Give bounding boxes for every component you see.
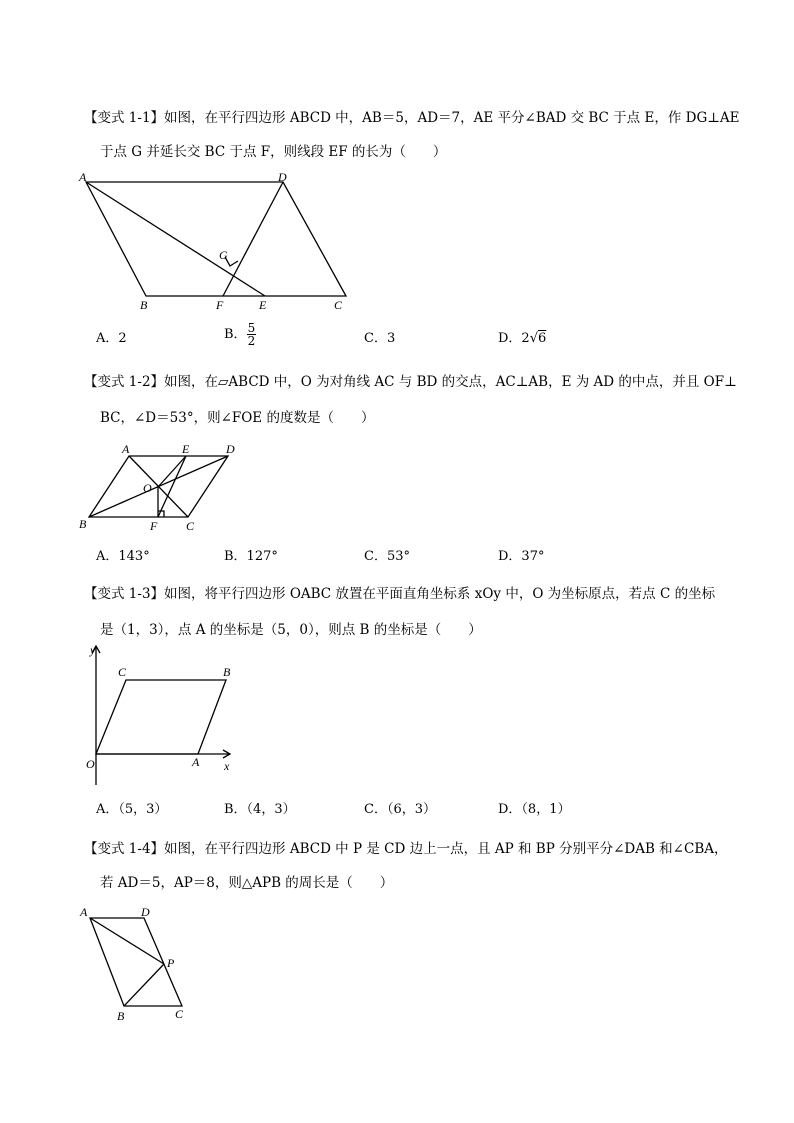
q1-option-d-prefix: D．2 [498,331,530,346]
q3-label-y: y [90,643,96,657]
q3-label-x: x [224,759,230,773]
q2-option-a: A．143° [96,549,150,564]
q2-label-a: A [122,442,130,456]
q3-option-d: D．（8，1） [498,802,571,817]
q2-segment-oe [158,456,186,487]
q4-line1: 【变式 1-4】如图，在平行四边形 ABCD 中 P 是 CD 边上一点，且 AP 和 BP 分别平分∠DAB 和∠CBA， [84,841,728,857]
q2-label-o: O [143,481,152,495]
q1-option-d-radicand: 6 [538,331,547,346]
q3-label-a: A [192,755,200,769]
q3-label-o: O [86,757,95,771]
q2-label-b: B [79,517,87,531]
q4-label-b: B [117,1009,125,1023]
q1-option-a: A．2 [96,331,127,346]
q4-segment-ap [90,918,164,964]
q1-option-d-sqrt-sign: √ [529,331,538,346]
q3-option-c: C．（6，3） [364,802,436,817]
q4-line2: 若 AD＝5，AP＝8，则△APB 的周长是（ ） [100,875,394,891]
q2-option-c: C．53° [364,549,410,564]
q1-parallelogram [86,182,346,296]
q1-option-b-denominator: 2 [247,334,256,348]
q2-line2: BC，∠D＝53°，则∠FOE 的度数是（ ） [100,410,375,426]
q2-segment-ef [158,456,186,517]
q1-label-a: A [79,170,87,184]
q1-line1: 【变式 1-1】如图，在平行四边形 ABCD 中，AB＝5，AD＝7，AE 平分∠BAD 交 BC 于点 E，作 DG⊥AE [84,110,740,126]
q1-line2: 于点 G 并延长交 BC 于点 F，则线段 EF 的长为（ ） [100,144,447,160]
q1-option-d [498,330,546,348]
q2-option-d: D．37° [498,549,545,564]
q1-label-g: G [219,248,228,262]
q1-label-d: D [278,170,287,184]
q2-label-c: C [186,519,195,533]
q3-label-c: C [118,665,127,679]
q1-option-b [224,322,256,347]
q1-label-c: C [334,298,343,312]
q1-segment-df [223,182,283,296]
q2-option-b: B．127° [224,549,278,564]
q2-label-d: D [226,442,235,456]
q1-label-f: F [216,298,224,312]
q3-option-b: B．（4，3） [224,802,296,817]
q1-figure [70,170,370,320]
q4-label-d: D [141,905,150,919]
q4-label-c: C [175,1007,184,1021]
q2-line1: 【变式 1-2】如图，在▱ABCD 中，O 为对角线 AC 与 BD 的交点，AC⊥AB，E 为 AD 的中点，并且 OF⊥ [84,374,737,390]
q3-parallelogram [96,680,226,754]
q1-option-b-numerator: 5 [247,321,256,335]
q4-label-p: P [167,956,175,970]
q3-line2: 是（1，3），点 A 的坐标是（5，0），则点 B 的坐标是（ ） [100,622,482,638]
q3-figure [80,640,250,785]
q1-label-b: B [140,298,148,312]
q1-option-b-prefix: B． [224,327,247,342]
q1-label-e: E [259,298,267,312]
q1-option-c: C．3 [364,331,396,346]
q4-figure [72,900,202,1025]
q2-label-e: E [182,442,190,456]
q3-label-b: B [223,665,231,679]
q2-figure [76,440,246,535]
q4-segment-bp [124,964,164,1006]
q3-line1: 【变式 1-3】如图，将平行四边形 OABC 放置在平面直角坐标系 xOy 中，O 为坐标原点，若点 C 的坐标 [84,586,716,602]
q3-option-a: A．（5，3） [96,802,168,817]
q2-label-f: F [150,519,158,533]
q1-option-b-fraction [247,322,257,347]
q1-segment-ae [86,182,265,296]
q4-label-a: A [80,905,88,919]
